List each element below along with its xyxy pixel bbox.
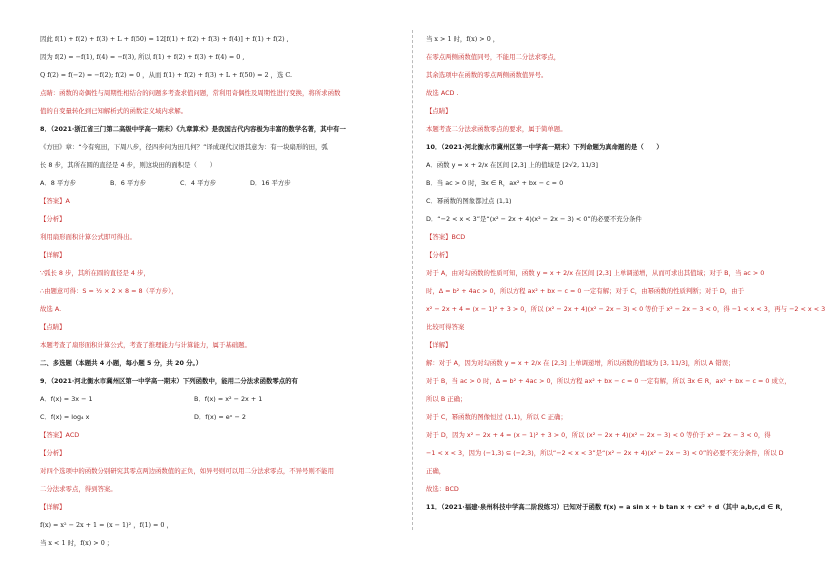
text-line: 【答案】ACD <box>40 430 80 439</box>
text-line: 9．（2021·河北衡水市冀州区第一中学高一期末）下列函数中，能用二分法求函数零点的有 <box>40 376 298 385</box>
text-line: 【详解】 <box>426 340 452 349</box>
text-line: 在零点两侧函数值同号，不能用二分法求零点， <box>426 52 561 61</box>
option-row <box>40 396 390 405</box>
left-column <box>40 36 390 558</box>
option-item: C．f(x) = log₄ x <box>40 412 90 421</box>
text-line: A．函数 y = x + 2/x 在区间 [2,3] 上的值域是 [2√2, 11/3] <box>426 160 598 169</box>
text-line: 【分析】 <box>426 250 452 259</box>
text-line: 【分析】 <box>40 214 66 223</box>
text-line: 当 x > 1 时，f(x) > 0 ， <box>426 35 500 43</box>
option-item: B．f(x) = x² − 2x + 1 <box>194 394 263 403</box>
option-item: B．6 平方步 <box>110 178 147 187</box>
text-line: 【分析】 <box>40 448 66 457</box>
option-row <box>40 414 390 423</box>
text-line: 比较可得答案 <box>426 322 465 331</box>
text-line: x² − 2x + 4 = (x − 1)² + 3 > 0，所以 (x² − 2x + 4)(x² − 2x − 3) < 0 等价于 x² − 2x − 3 < 0，得 −1 < x < 3，再与 −2 < x < 3 <box>426 304 825 313</box>
option-item: A．8 平方步 <box>40 178 77 187</box>
text-line: 【答案】A <box>40 196 70 205</box>
option-item: D．f(x) = eˣ − 2 <box>194 412 246 421</box>
text-line: 二分法求零点，得到答案。 <box>40 484 117 493</box>
text-line: 因为 f(2) = −f(1), f(4) = −f(3), 所以 f(1) + f(2) + f(3) + f(4) = 0 , <box>40 52 245 61</box>
text-line: B．当 ac > 0 时，∃x ∈ R，ax² + bx − c = 0 <box>426 178 564 187</box>
text-line: 时，Δ = b² + 4ac > 0，所以方程 ax² + bx − c = 0 一定有解；对于 C，由幂函数的性质判断；对于 D，由于 <box>426 286 744 295</box>
text-line: 长 8 步，其所在圆的直径是 4 步，则这块田的面积是（ ） <box>40 160 217 169</box>
text-line: Q f(2) = f(−2) = −f(2); f(2) = 0 ，从而 f(1) + f(2) + f(3) + L + f(50) = 2 ，选 C. <box>40 70 293 79</box>
text-line: 故选：BCD <box>426 484 459 493</box>
text-line: 11．（2021·福建·泉州科技中学高二阶段练习）已知对于函数 f(x) = a sin x + b tan x + cx² + d（其中 a,b,c,d ∈ R， <box>426 502 787 511</box>
option-item: A．f(x) = 3x − 1 <box>40 394 93 403</box>
text-line: 【点睛】 <box>426 106 452 115</box>
text-line: 【答案】BCD <box>426 232 466 241</box>
text-line: 8．（2021·浙江省三门第二高级中学高一期末）《九章算术》是我国古代内容极为丰富的数学名著，其中有一 <box>40 124 346 133</box>
text-line: 点睛：函数的奇偶性与周期性相结合的问题多考查求值问题，常利用奇偶性及周期性进行变换，将所求函数 <box>40 88 341 97</box>
text-line: 对四个选项中的函数分别研究其零点两边函数值的正负，如异号则可以用二分法求零点，不异号则不能用 <box>40 466 334 475</box>
text-line: 对于 B，当 ac > 0 时，Δ = b² + 4ac > 0，所以方程 ax² + bx − c = 0 一定有解，所以 ∃x ∈ R，ax² + bx − c = 0 成立， <box>426 376 791 385</box>
text-line: C．幂函数的图象都过点 (1,1) <box>426 196 512 205</box>
text-line: −1 < x < 3，因为 (−1,3) ⊆ (−2,3)，所以“−2 < x < 3”是“(x² − 2x + 4)(x² − 2x − 3) < 0”的必要不充分条件，所以 D <box>426 448 784 457</box>
text-line: 对于 D，因为 x² − 2x + 4 = (x − 1)² + 3 > 0，所以 (x² − 2x + 4)(x² − 2x − 3) < 0 等价于 x² − 2x − 3 < 0，得 <box>426 430 771 439</box>
option-row <box>40 180 390 189</box>
text-line: 二、多选题（本题共 4 小题，每小题 5 分，共 20 分。） <box>40 358 203 367</box>
text-line: 对于 C，幂函数的图像恒过 (1,1)，所以 C 正确； <box>426 412 567 421</box>
text-line: 本题考查了扇形面积计算公式，考查了推理能力与计算能力，属于基础题。 <box>40 340 251 349</box>
text-line: ∴由题意可得：S = ½ × 2 × 8 = 8（平方步）， <box>40 286 178 295</box>
column-divider <box>412 30 413 530</box>
text-line: 《方田》章：“今有宛田，下周八步，径四步问为田几何？”译成现代汉语其意为：有一块扇形的田，弧 <box>40 142 328 151</box>
text-line: 值的自变量转化到已知解析式的函数定义域内求解。 <box>40 106 187 115</box>
text-line: 解：对于 A，因为对勾函数 y = x + 2/x 在 [2,3] 上单调递增，所以函数的值域为 [3, 11/3]，所以 A 错误； <box>426 358 735 367</box>
text-line: 对于 A，由对勾函数的性质可知，函数 y = x + 2/x 在区间 [2,3] 上单调递增，从而可求出其值域；对于 B，当 ac > 0 <box>426 268 765 277</box>
text-line: 10．（2021·河北衡水市冀州区第一中学高一期末）下列命题为真命题的是（ ） <box>426 142 663 151</box>
text-line: ∵弧长 8 步，其所在圆的直径是 4 步， <box>40 268 150 277</box>
text-line: D．“−2 < x < 3”是“(x² − 2x + 4)(x² − 2x − 3) < 0”的必要不充分条件 <box>426 214 642 223</box>
text-line: 所以 B 正确； <box>426 394 467 403</box>
text-line: 其余选项中在函数的零点两侧函数值异号。 <box>426 70 548 79</box>
text-line: 故选 ACD . <box>426 88 459 97</box>
text-line: 【点睛】 <box>40 322 66 331</box>
text-line: 【详解】 <box>40 250 66 259</box>
text-line: 利用扇形面积计算公式即可得出。 <box>40 232 136 241</box>
option-item: C．4 平方步 <box>180 178 217 187</box>
text-line: 故选 A. <box>40 304 62 313</box>
text-line: 本题考查二分法求函数零点的要求，属于简单题。 <box>426 124 567 133</box>
text-line: 当 x < 1 时，f(x) > 0 ； <box>40 538 114 547</box>
text-line: f(x) = x² − 2x + 1 = (x − 1)² ，f(1) = 0 ， <box>40 520 173 529</box>
text-line: 【详解】 <box>40 502 66 511</box>
text-line: 因此 f(1) + f(2) + f(3) + L + f(50) = 12[f(1) + f(2) + f(3) + f(4)] + f(1) + f(2) , <box>40 35 289 43</box>
option-item: D．16 平方步 <box>250 178 291 187</box>
text-line: 正确， <box>426 466 446 475</box>
right-column <box>426 35 825 522</box>
